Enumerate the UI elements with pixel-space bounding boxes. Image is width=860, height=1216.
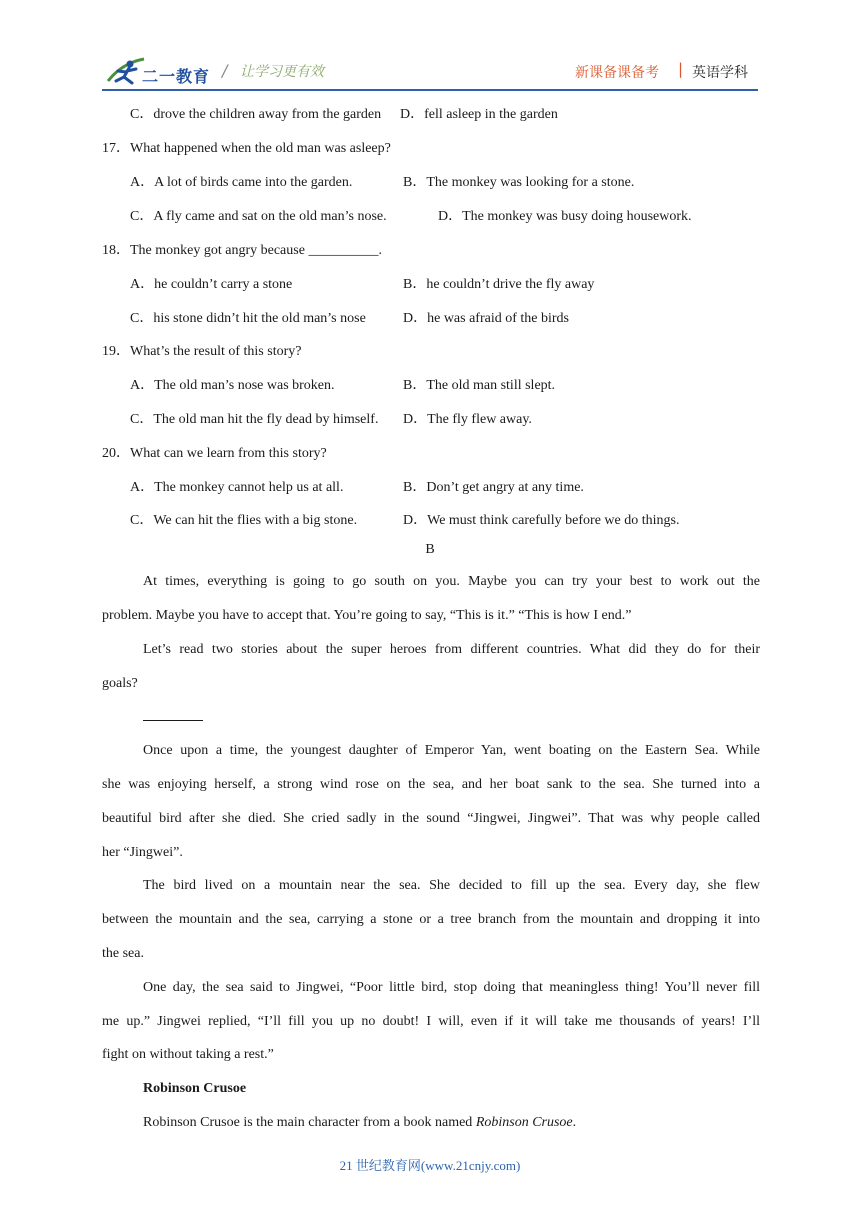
paragraph-6-end: . [572,1115,577,1130]
paragraph-2-line-1: Let’s read two stories about the super heroes from different countries. What did they do for their [143,642,760,657]
q19-option-c: C．The old man hit the fly dead by himself. [130,412,379,427]
q20-stem: 20．What can we learn from this story? [102,446,327,461]
paragraph-3-line-4: her “Jingwei”. [102,845,183,860]
q18-option-d: D．he was afraid of the birds [403,311,570,326]
q16-option-d: D．fell asleep in the garden [400,107,558,122]
page-header [0,0,860,100]
q20-option-c: C．We can hit the flies with a big stone. [130,513,358,528]
q19-stem: 19．What’s the result of this story? [102,344,302,359]
q16-option-c: C．drove the children away from the garden [130,107,382,122]
q19-option-d: D．The fly flew away. [403,412,532,427]
paragraph-3-line-2: she was enjoying herself, a strong wind rose on the sea, and her boat sank to the sea. She turned into a [102,777,760,792]
header-separator: | [678,60,684,78]
q20-option-a: A．The monkey cannot help us at all. [130,480,344,495]
q17-option-b: B．The monkey was looking for a stone. [403,175,635,190]
q19-option-a: A．The old man’s nose was broken. [130,378,335,393]
logo-text: 二一教育 [142,67,211,86]
story-title-blank [143,720,203,721]
header-slash: / [222,61,228,80]
q17-option-a: A．A lot of birds came into the garden. [130,175,353,190]
q20-option-b: B．Don’t get angry at any time. [403,480,584,495]
header-slogan: 让学习更有效 [240,64,324,80]
q18-option-b: B．he couldn’t drive the fly away [403,277,595,292]
header-subject-label: 英语学科 [692,65,748,81]
q17-option-c: C．A fly came and sat on the old man’s nose. [130,209,387,224]
q18-option-a: A．he couldn’t carry a stone [130,277,293,292]
q18-stem: 18．The monkey got angry because __________. [102,243,382,258]
q19-option-b: B．The old man still slept. [403,378,556,393]
paragraph-6-text: Robinson Crusoe is the main character from a book named [143,1115,476,1130]
paragraph-3-line-3: beautiful bird after she died. She cried sadly in the sound “Jingwei, Jingwei”. That was why people called [102,811,760,826]
paragraph-6 [143,1114,576,1132]
q18-option-c: C．his stone didn’t hit the old man’s nose [130,311,366,326]
header-course-label: 新课备课备考 [575,65,659,81]
paragraph-5-line-1: One day, the sea said to Jingwei, “Poor little bird, stop doing that meaningless thing! You’ll never fill [143,980,760,995]
paragraph-4-line-1: The bird lived on a mountain near the sea. She decided to fill up the sea. Every day, she flew [143,878,760,893]
paragraph-2-line-2: goals? [102,676,138,691]
page-footer: 21 世纪教育网(www.21cnjy.com) [339,1158,521,1173]
section-heading-b: B [425,542,435,557]
paragraph-4-line-2: between the mountain and the sea, carrying a stone or a tree branch from the mountain and dropping it into [102,912,760,927]
paragraph-3-line-1: Once upon a time, the youngest daughter of Emperor Yan, went boating on the Eastern Sea. While [143,743,760,758]
paragraph-1-line-1: At times, everything is going to go south on you. Maybe you can try your best to work out the [143,574,760,589]
paragraph-1-line-2: problem. Maybe you have to accept that. You’re going to say, “This is it.” “This is how I end.” [102,608,632,623]
q17-option-d: D．The monkey was busy doing housework. [438,209,692,224]
book-title: Robinson Crusoe [475,1115,573,1130]
header-divider [102,89,758,91]
paragraph-5-line-3: fight on without taking a rest.” [102,1047,274,1062]
paragraph-4-line-3: the sea. [102,946,144,961]
q17-stem: 17．What happened when the old man was asleep? [102,141,391,156]
paragraph-5-line-2: me up.” Jingwei replied, “I’ll fill you up no doubt! I will, even if it will take me thousands of years! I’ll [102,1014,760,1029]
story-heading-robinson: Robinson Crusoe [143,1081,247,1096]
q20-option-d: D．We must think carefully before we do things. [403,513,680,528]
